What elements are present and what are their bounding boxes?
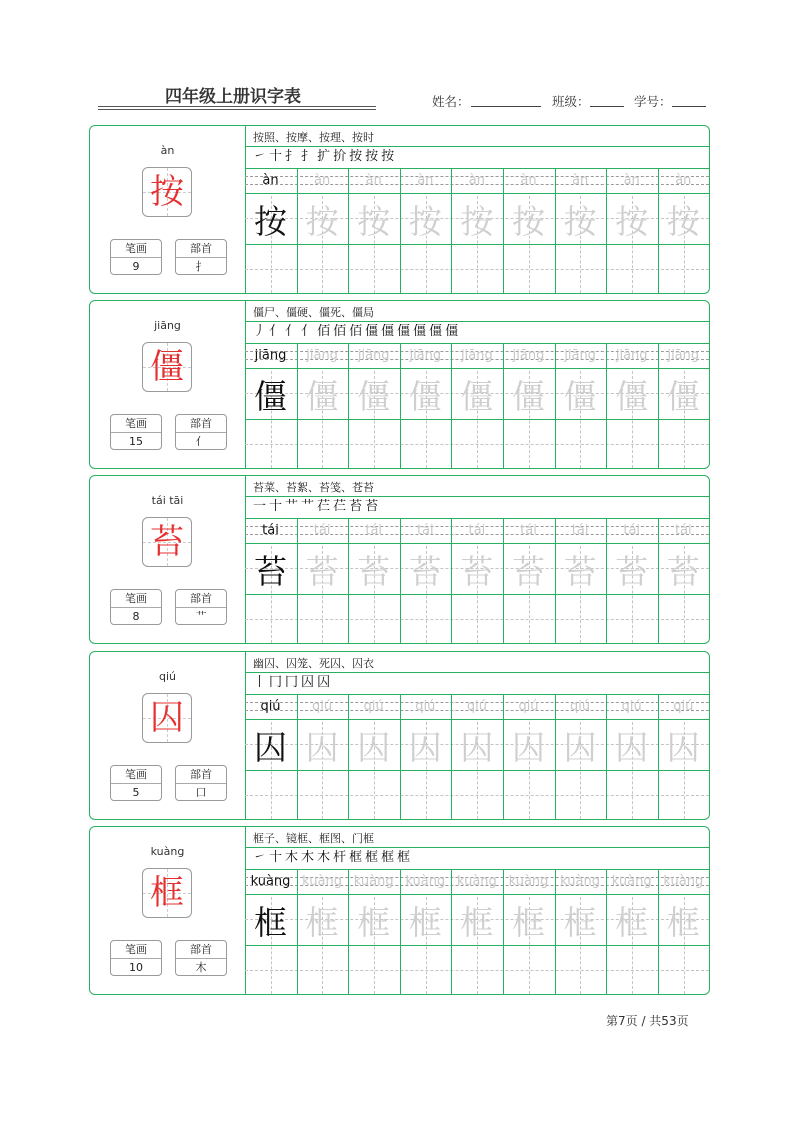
stroke-step: 僵 — [429, 324, 444, 339]
pinyin-cell[interactable]: kuàng — [508, 874, 549, 889]
stroke-count-box — [110, 765, 162, 801]
model-char: 框 — [254, 903, 287, 942]
stroke-step: 亻 — [301, 324, 316, 339]
stroke-step: 僵 — [397, 324, 412, 339]
stroke-count-label: 笔画 — [111, 941, 161, 959]
radical-value: 亻 — [195, 435, 207, 448]
stroke-step: 一 — [253, 499, 268, 514]
model-char: 僵 — [254, 377, 287, 416]
radical-label: 部首 — [176, 590, 226, 608]
trace-char[interactable]: 框 — [357, 903, 391, 942]
page-title: 四年级上册识字表 — [165, 87, 301, 107]
trace-char[interactable]: 苔 — [563, 552, 597, 591]
practice-panel — [245, 827, 709, 994]
stroke-count-label: 笔画 — [111, 415, 161, 433]
pinyin-cell[interactable]: qiú — [466, 699, 487, 714]
stroke-step: 亻 — [285, 324, 300, 339]
trace-char[interactable]: 按 — [357, 202, 391, 241]
pinyin-cell[interactable]: tái — [365, 523, 383, 538]
pinyin-cell[interactable]: àn — [365, 173, 382, 188]
stroke-step: 冂 — [269, 675, 284, 690]
stroke-count-label: 笔画 — [111, 766, 161, 784]
stroke-count-box — [110, 940, 162, 976]
trace-char[interactable]: 僵 — [666, 377, 700, 416]
trace-char[interactable]: 框 — [305, 903, 339, 942]
pinyin-cell[interactable]: qiú — [415, 699, 436, 714]
practice-panel — [245, 476, 709, 643]
pinyin-cell[interactable]: kuàng — [353, 874, 394, 889]
example-words: 僵尸、僵硬、僵死、僵局 — [253, 306, 374, 319]
pinyin-cell[interactable]: qiú — [363, 699, 384, 714]
pinyin-cell: qiú — [260, 699, 281, 714]
pinyin-cell[interactable]: kuàng — [456, 874, 497, 889]
trace-char[interactable]: 框 — [408, 903, 442, 942]
stroke-step: 木 — [301, 850, 316, 865]
char-display — [142, 693, 192, 743]
stroke-order — [253, 848, 413, 868]
pinyin-cell[interactable]: tái — [468, 523, 486, 538]
char-display — [142, 868, 192, 918]
char-info-panel — [90, 476, 246, 643]
stroke-step: 僵 — [413, 324, 428, 339]
trace-char[interactable]: 僵 — [305, 377, 339, 416]
char-glyph: 框 — [150, 873, 184, 913]
practice-panel — [245, 301, 709, 468]
trace-char[interactable]: 按 — [615, 202, 649, 241]
char-card — [89, 300, 710, 469]
pinyin-cell[interactable]: jiāng — [667, 348, 700, 363]
stroke-step: 囚 — [317, 675, 332, 690]
pinyin-cell[interactable]: kuàng — [405, 874, 446, 889]
trace-char[interactable]: 苔 — [357, 552, 391, 591]
name-label: 姓名： — [432, 94, 470, 109]
stroke-step: 扴 — [333, 149, 348, 164]
pinyin-cell[interactable]: àn — [468, 173, 485, 188]
char-display — [142, 517, 192, 567]
pinyin-cell[interactable]: tái — [416, 523, 434, 538]
model-char: 囚 — [254, 728, 287, 767]
char-card — [89, 826, 710, 995]
stroke-count-value: 9 — [132, 260, 140, 273]
pinyin-cell[interactable]: àn — [313, 173, 331, 188]
trace-char[interactable]: 僵 — [512, 377, 545, 416]
char-pinyin: kuàng — [150, 845, 185, 858]
char-display — [142, 342, 192, 392]
stroke-step: 按 — [381, 149, 396, 164]
char-card — [89, 125, 710, 294]
model-char: 按 — [254, 202, 287, 241]
char-pinyin: tái tāi — [151, 494, 184, 507]
trace-char[interactable]: 僵 — [615, 377, 649, 416]
pinyin-cell[interactable]: tái — [520, 523, 537, 538]
stroke-step: 佰 — [317, 324, 332, 339]
pinyin-cell[interactable]: jiāng — [306, 348, 338, 363]
pinyin-cell[interactable]: qiú — [570, 699, 591, 714]
stroke-step: ㇀ — [253, 850, 268, 865]
stroke-count-label: 笔画 — [111, 590, 161, 608]
stroke-step: 佰 — [333, 324, 348, 339]
stroke-step: 框 — [349, 850, 364, 865]
pinyin-cell[interactable]: kuàng — [611, 874, 652, 889]
radical-box — [175, 414, 227, 450]
trace-char[interactable]: 按 — [563, 202, 597, 241]
page-number: 第7页 / 共53页 — [606, 1014, 689, 1028]
example-words: 幽囚、囚笼、死囚、囚衣 — [253, 657, 374, 670]
stroke-step: 木 — [285, 850, 300, 865]
stroke-count-box — [110, 589, 162, 625]
pinyin-cell[interactable]: kuàng — [560, 874, 600, 889]
title-rule — [98, 106, 376, 107]
stroke-step: 僵 — [445, 324, 460, 339]
trace-char[interactable]: 按 — [666, 202, 700, 241]
stroke-step: 囚 — [301, 675, 316, 690]
pinyin-cell[interactable]: jiāng — [564, 348, 596, 363]
trace-char[interactable]: 框 — [563, 903, 597, 942]
trace-char[interactable]: 苔 — [615, 552, 649, 591]
trace-char[interactable]: 苔 — [408, 552, 442, 591]
char-glyph: 按 — [150, 172, 184, 212]
example-words: 苔菜、苔絮、苔笺、苍苔 — [253, 481, 374, 494]
radical-value: 口 — [195, 786, 207, 799]
trace-char[interactable]: 按 — [408, 202, 442, 241]
char-card — [89, 475, 710, 644]
stroke-count-value: 5 — [132, 786, 140, 799]
stroke-step: 亻 — [269, 324, 284, 339]
example-words: 框子、镜框、框图、门框 — [253, 832, 374, 845]
pinyin-cell[interactable]: àn — [417, 173, 434, 188]
stroke-step: 扩 — [317, 149, 332, 164]
stroke-step: 僵 — [381, 324, 396, 339]
stroke-step: 苔 — [349, 499, 364, 514]
stroke-count-value: 10 — [129, 961, 143, 974]
pinyin-cell: jiāng — [254, 348, 287, 363]
trace-char[interactable]: 框 — [460, 903, 494, 942]
stroke-step: 框 — [365, 850, 380, 865]
char-info-panel — [90, 652, 246, 819]
pinyin-cell[interactable]: tái — [674, 523, 692, 538]
id-label: 学号： — [634, 94, 672, 109]
stroke-order — [253, 673, 333, 693]
stroke-step: ㇀ — [253, 149, 268, 164]
stroke-count-value: 15 — [129, 435, 143, 448]
trace-char[interactable]: 框 — [666, 903, 700, 942]
class-field[interactable] — [590, 92, 624, 107]
stroke-step: 框 — [381, 850, 396, 865]
char-glyph: 囚 — [150, 698, 184, 738]
stroke-step: 苔 — [365, 499, 380, 514]
practice-panel — [245, 652, 709, 819]
stroke-order — [253, 322, 461, 342]
radical-value: 艹 — [195, 610, 207, 623]
radical-label: 部首 — [176, 766, 226, 784]
pinyin-cell[interactable]: àn — [571, 173, 589, 188]
trace-char[interactable]: 按 — [512, 202, 545, 241]
stroke-step: 芢 — [333, 499, 348, 514]
trace-char[interactable]: 框 — [615, 903, 649, 942]
stroke-step: 丨 — [253, 675, 268, 690]
radical-box — [175, 239, 227, 275]
trace-char[interactable]: 苔 — [666, 552, 700, 591]
name-field[interactable] — [471, 92, 541, 107]
stroke-step: 按 — [365, 149, 380, 164]
radical-label: 部首 — [176, 240, 226, 258]
pinyin-cell[interactable]: tái — [313, 523, 331, 538]
stroke-step: 冂 — [285, 675, 300, 690]
pinyin-cell[interactable]: qiú — [621, 699, 642, 714]
char-glyph: 僵 — [150, 347, 184, 387]
pinyin-cell[interactable]: jiāng — [357, 348, 390, 363]
trace-char[interactable]: 苔 — [512, 552, 545, 591]
stroke-step: 十 — [269, 149, 284, 164]
pinyin-cell[interactable]: jiāng — [512, 348, 545, 363]
radical-box — [175, 589, 227, 625]
stroke-step: 十 — [269, 850, 284, 865]
pinyin-cell: àn — [262, 173, 279, 188]
trace-char[interactable]: 囚 — [666, 728, 700, 767]
stroke-step: 芢 — [317, 499, 332, 514]
char-info-panel — [90, 126, 246, 293]
stroke-step: 僵 — [365, 324, 380, 339]
stroke-step: 丿 — [253, 324, 268, 339]
pinyin-cell[interactable]: jiāng — [461, 348, 493, 363]
title-rule — [98, 109, 376, 110]
radical-value: 木 — [195, 961, 207, 974]
char-pinyin: qiú — [158, 670, 176, 683]
trace-char[interactable]: 苔 — [305, 552, 339, 591]
trace-char[interactable]: 僵 — [408, 377, 442, 416]
trace-char[interactable]: 囚 — [615, 728, 649, 767]
trace-char[interactable]: 囚 — [460, 728, 494, 767]
pinyin-cell[interactable]: àn — [520, 173, 537, 188]
trace-char[interactable]: 按 — [460, 202, 494, 241]
pinyin-cell[interactable]: qiú — [312, 699, 333, 714]
trace-char[interactable]: 囚 — [408, 728, 442, 767]
stroke-count-value: 8 — [132, 610, 140, 623]
pinyin-cell[interactable]: tái — [571, 523, 589, 538]
stroke-step: 杆 — [333, 850, 348, 865]
trace-char[interactable]: 囚 — [512, 728, 545, 767]
id-field[interactable] — [672, 92, 706, 107]
pinyin-cell[interactable]: tái — [623, 523, 641, 538]
trace-char[interactable]: 苔 — [460, 552, 494, 591]
pinyin-cell[interactable]: àn — [623, 173, 640, 188]
trace-char[interactable]: 囚 — [357, 728, 391, 767]
radical-box — [175, 765, 227, 801]
stroke-order — [253, 497, 381, 517]
char-card — [89, 651, 710, 820]
pinyin-cell: tái — [262, 523, 279, 538]
radical-label: 部首 — [176, 415, 226, 433]
radical-value: 扌 — [195, 260, 207, 273]
char-info-panel — [90, 827, 246, 994]
stroke-count-box — [110, 239, 162, 275]
trace-char[interactable]: 僵 — [357, 377, 391, 416]
stroke-count-box — [110, 414, 162, 450]
radical-label: 部首 — [176, 941, 226, 959]
stroke-count-label: 笔画 — [111, 240, 161, 258]
practice-panel — [245, 126, 709, 293]
example-words: 按照、按摩、按理、按时 — [253, 131, 374, 144]
pinyin-cell[interactable]: qiú — [673, 699, 694, 714]
stroke-step: 扌 — [301, 149, 316, 164]
trace-char[interactable]: 僵 — [563, 377, 597, 416]
radical-box — [175, 940, 227, 976]
pinyin-cell[interactable]: kuàng — [302, 874, 342, 889]
pinyin-cell[interactable]: àn — [675, 173, 692, 188]
stroke-order — [253, 147, 397, 167]
pinyin-cell[interactable]: jiāng — [409, 348, 442, 363]
char-pinyin: jiāng — [154, 319, 181, 332]
trace-char[interactable]: 僵 — [460, 377, 494, 416]
model-char: 苔 — [254, 552, 287, 591]
stroke-step: 木 — [317, 850, 332, 865]
pinyin-cell: kuàng — [250, 874, 291, 889]
class-label: 班级： — [552, 94, 590, 109]
char-glyph: 苔 — [150, 522, 184, 562]
stroke-step: 按 — [349, 149, 364, 164]
stroke-step: 十 — [269, 499, 284, 514]
pinyin-cell[interactable]: kuàng — [663, 874, 704, 889]
char-display — [142, 167, 192, 217]
pinyin-cell[interactable]: qiú — [518, 699, 539, 714]
trace-char[interactable]: 囚 — [305, 728, 339, 767]
stroke-step: 扌 — [285, 149, 300, 164]
stroke-step: 佰 — [349, 324, 364, 339]
stroke-step: 框 — [397, 850, 412, 865]
pinyin-cell[interactable]: jiāng — [615, 348, 648, 363]
trace-char[interactable]: 囚 — [563, 728, 597, 767]
stroke-step: 艹 — [285, 499, 300, 514]
char-pinyin: àn — [160, 144, 175, 157]
stroke-step: 艹 — [301, 499, 316, 514]
char-info-panel — [90, 301, 246, 468]
trace-char[interactable]: 框 — [512, 903, 545, 942]
trace-char[interactable]: 按 — [305, 202, 339, 241]
